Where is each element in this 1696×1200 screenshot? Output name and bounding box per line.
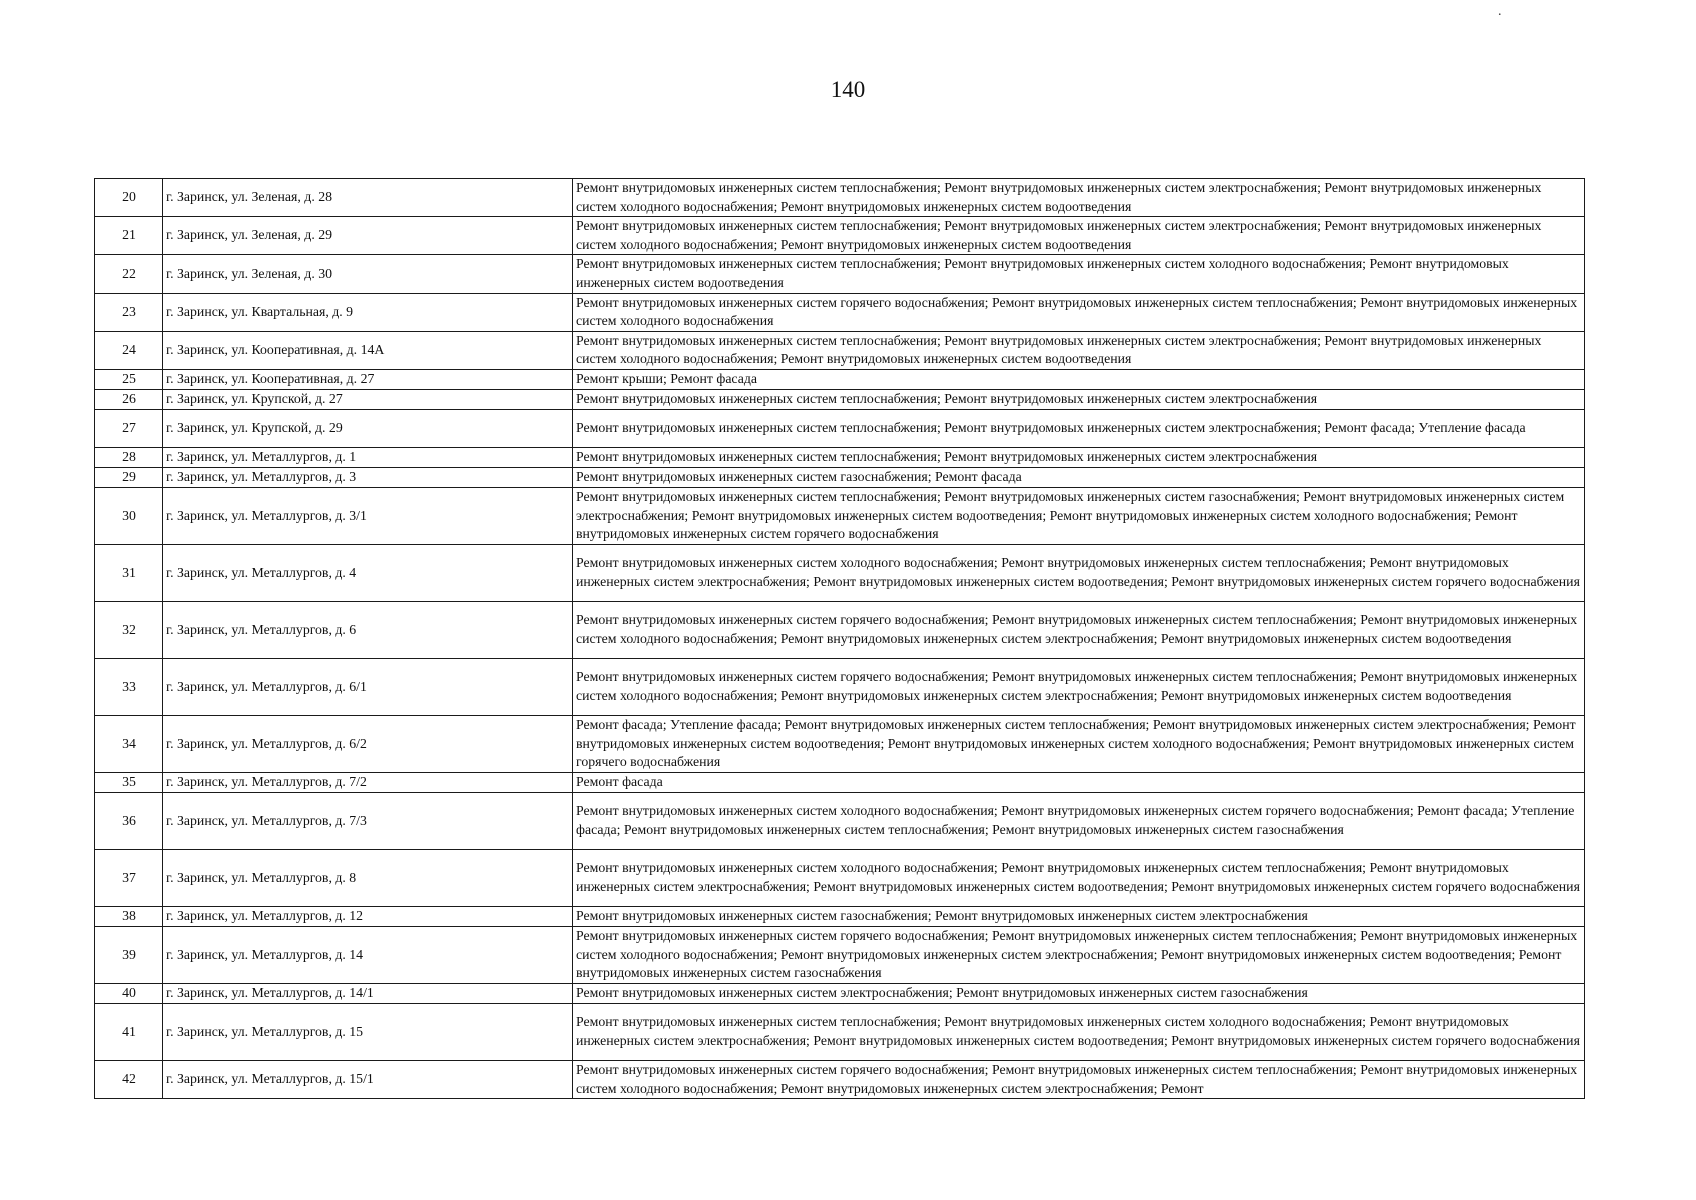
table-row (95, 1003, 1585, 1060)
table-row (95, 715, 1585, 772)
building-address: г. Заринск, ул. Металлургов, д. 6/2 (163, 715, 573, 772)
building-address: г. Заринск, ул. Металлургов, д. 7/3 (163, 792, 573, 849)
table-row (95, 487, 1585, 544)
table-row (95, 467, 1585, 487)
row-number: 26 (95, 389, 163, 409)
row-number: 20 (95, 179, 163, 217)
table-row (95, 409, 1585, 447)
table-row (95, 658, 1585, 715)
building-address: г. Заринск, ул. Металлургов, д. 14/1 (163, 983, 573, 1003)
building-address: г. Заринск, ул. Металлургов, д. 12 (163, 906, 573, 926)
row-number: 27 (95, 409, 163, 447)
table-row (95, 179, 1585, 217)
repair-works: Ремонт внутридомовых инженерных систем газоснабжения; Ремонт фасада (573, 467, 1585, 487)
building-address: г. Заринск, ул. Металлургов, д. 1 (163, 447, 573, 467)
row-number: 40 (95, 983, 163, 1003)
building-address: г. Заринск, ул. Металлургов, д. 3/1 (163, 487, 573, 544)
repair-works: Ремонт внутридомовых инженерных систем горячего водоснабжения; Ремонт внутридомовых инженерных систем теплоснабжения; Ремонт внутридомовых инженерных систем холодного водоснабжения; Ремонт внутридомовых инженерных систем электроснабжения; Ремонт внутридомовых инженерных систем водоотведения (573, 601, 1585, 658)
repair-works: Ремонт внутридомовых инженерных систем горячего водоснабжения; Ремонт внутридомовых инженерных систем теплоснабжения; Ремонт внутридомовых инженерных систем холодного водоснабжения; Ремонт внутридомовых инженерных систем электроснабжения; Ремонт (573, 1060, 1585, 1098)
building-address: г. Заринск, ул. Зеленая, д. 29 (163, 217, 573, 255)
row-number: 35 (95, 772, 163, 792)
repair-works: Ремонт внутридомовых инженерных систем газоснабжения; Ремонт внутридомовых инженерных систем электроснабжения (573, 906, 1585, 926)
repair-works: Ремонт внутридомовых инженерных систем теплоснабжения; Ремонт внутридомовых инженерных систем электроснабжения; Ремонт внутридомовых инженерных систем холодного водоснабжения; Ремонт внутридомовых инженерных систем водоотведения (573, 331, 1585, 369)
table-row (95, 849, 1585, 906)
table-body (95, 179, 1585, 1099)
row-number: 37 (95, 849, 163, 906)
row-number: 32 (95, 601, 163, 658)
building-address: г. Заринск, ул. Металлургов, д. 7/2 (163, 772, 573, 792)
repair-works: Ремонт внутридомовых инженерных систем горячего водоснабжения; Ремонт внутридомовых инженерных систем теплоснабжения; Ремонт внутридомовых инженерных систем холодного водоснабжения; Ремонт внутридомовых инженерных систем электроснабжения; Ремонт внутридомовых инженерных систем водоотведения; Ремонт внутридомовых инженерных систем газоснабжения (573, 926, 1585, 983)
row-number: 30 (95, 487, 163, 544)
repair-works: Ремонт внутридомовых инженерных систем теплоснабжения; Ремонт внутридомовых инженерных систем холодного водоснабжения; Ремонт внутридомовых инженерных систем водоотведения (573, 255, 1585, 293)
row-number: 41 (95, 1003, 163, 1060)
table-row (95, 544, 1585, 601)
building-address: г. Заринск, ул. Кооперативная, д. 27 (163, 369, 573, 389)
repair-works: Ремонт внутридомовых инженерных систем холодного водоснабжения; Ремонт внутридомовых инженерных систем горячего водоснабжения; Ремонт фасада; Утепление фасада; Ремонт внутридомовых инженерных систем теплоснабжения; Ремонт внутридомовых инженерных систем газоснабжения (573, 792, 1585, 849)
table-row (95, 906, 1585, 926)
repair-works: Ремонт внутридомовых инженерных систем холодного водоснабжения; Ремонт внутридомовых инженерных систем теплоснабжения; Ремонт внутридомовых инженерных систем электроснабжения; Ремонт внутридомовых инженерных систем водоотведения; Ремонт внутридомовых инженерных систем горячего водоснабжения (573, 849, 1585, 906)
table-row (95, 217, 1585, 255)
row-number: 33 (95, 658, 163, 715)
repair-works: Ремонт внутридомовых инженерных систем теплоснабжения; Ремонт внутридомовых инженерных систем газоснабжения; Ремонт внутридомовых инженерных систем электроснабжения; Ремонт внутридомовых инженерных систем водоотведения; Ремонт внутридомовых инженерных систем холодного водоснабжения; Ремонт внутридомовых инженерных систем горячего водоснабжения (573, 487, 1585, 544)
row-number: 39 (95, 926, 163, 983)
repair-works: Ремонт внутридомовых инженерных систем электроснабжения; Ремонт внутридомовых инженерных систем газоснабжения (573, 983, 1585, 1003)
building-address: г. Заринск, ул. Металлургов, д. 4 (163, 544, 573, 601)
repair-works: Ремонт внутридомовых инженерных систем теплоснабжения; Ремонт внутридомовых инженерных систем холодного водоснабжения; Ремонт внутридомовых инженерных систем электроснабжения; Ремонт внутридомовых инженерных систем водоотведения; Ремонт внутридомовых инженерных систем горячего водоснабжения (573, 1003, 1585, 1060)
building-address: г. Заринск, ул. Металлургов, д. 15/1 (163, 1060, 573, 1098)
scan-corner-mark: . (1498, 4, 1502, 19)
row-number: 28 (95, 447, 163, 467)
building-address: г. Заринск, ул. Квартальная, д. 9 (163, 293, 573, 331)
repair-works: Ремонт внутридомовых инженерных систем теплоснабжения; Ремонт внутридомовых инженерных систем электроснабжения; Ремонт внутридомовых инженерных систем холодного водоснабжения; Ремонт внутридомовых инженерных систем водоотведения (573, 217, 1585, 255)
row-number: 31 (95, 544, 163, 601)
table-row (95, 331, 1585, 369)
repair-works: Ремонт внутридомовых инженерных систем теплоснабжения; Ремонт внутридомовых инженерных систем электроснабжения (573, 447, 1585, 467)
row-number: 21 (95, 217, 163, 255)
building-address: г. Заринск, ул. Металлургов, д. 3 (163, 467, 573, 487)
repair-works: Ремонт внутридомовых инженерных систем теплоснабжения; Ремонт внутридомовых инженерных систем электроснабжения; Ремонт фасада; Утепление фасада (573, 409, 1585, 447)
row-number: 34 (95, 715, 163, 772)
building-address: г. Заринск, ул. Металлургов, д. 6 (163, 601, 573, 658)
repair-works: Ремонт фасада; Утепление фасада; Ремонт внутридомовых инженерных систем теплоснабжения; Ремонт внутридомовых инженерных систем электроснабжения; Ремонт внутридомовых инженерных систем водоотведения; Ремонт внутридомовых инженерных систем холодного водоснабжения; Ремонт внутридомовых инженерных систем горячего водоснабжения (573, 715, 1585, 772)
row-number: 36 (95, 792, 163, 849)
building-address: г. Заринск, ул. Крупской, д. 29 (163, 409, 573, 447)
row-number: 22 (95, 255, 163, 293)
building-address: г. Заринск, ул. Кооперативная, д. 14А (163, 331, 573, 369)
table-row (95, 792, 1585, 849)
housing-repair-table (94, 178, 1585, 1099)
building-address: г. Заринск, ул. Крупской, д. 27 (163, 389, 573, 409)
row-number: 23 (95, 293, 163, 331)
repair-works: Ремонт крыши; Ремонт фасада (573, 369, 1585, 389)
building-address: г. Заринск, ул. Металлургов, д. 6/1 (163, 658, 573, 715)
table-row (95, 601, 1585, 658)
repair-works: Ремонт внутридомовых инженерных систем горячего водоснабжения; Ремонт внутридомовых инженерных систем теплоснабжения; Ремонт внутридомовых инженерных систем холодного водоснабжения; Ремонт внутридомовых инженерных систем электроснабжения; Ремонт внутридомовых инженерных систем водоотведения (573, 658, 1585, 715)
table-row (95, 389, 1585, 409)
repair-works: Ремонт внутридомовых инженерных систем холодного водоснабжения; Ремонт внутридомовых инженерных систем теплоснабжения; Ремонт внутридомовых инженерных систем электроснабжения; Ремонт внутридомовых инженерных систем водоотведения; Ремонт внутридомовых инженерных систем горячего водоснабжения (573, 544, 1585, 601)
repair-works: Ремонт внутридомовых инженерных систем теплоснабжения; Ремонт внутридомовых инженерных систем электроснабжения (573, 389, 1585, 409)
table-row (95, 369, 1585, 389)
row-number: 38 (95, 906, 163, 926)
table-row (95, 983, 1585, 1003)
building-address: г. Заринск, ул. Металлургов, д. 8 (163, 849, 573, 906)
table-row (95, 1060, 1585, 1098)
building-address: г. Заринск, ул. Зеленая, д. 28 (163, 179, 573, 217)
repair-works: Ремонт внутридомовых инженерных систем теплоснабжения; Ремонт внутридомовых инженерных систем электроснабжения; Ремонт внутридомовых инженерных систем холодного водоснабжения; Ремонт внутридомовых инженерных систем водоотведения (573, 179, 1585, 217)
row-number: 25 (95, 369, 163, 389)
table-row (95, 255, 1585, 293)
building-address: г. Заринск, ул. Металлургов, д. 15 (163, 1003, 573, 1060)
row-number: 24 (95, 331, 163, 369)
building-address: г. Заринск, ул. Металлургов, д. 14 (163, 926, 573, 983)
row-number: 29 (95, 467, 163, 487)
repair-works: Ремонт внутридомовых инженерных систем горячего водоснабжения; Ремонт внутридомовых инженерных систем теплоснабжения; Ремонт внутридомовых инженерных систем холодного водоснабжения (573, 293, 1585, 331)
table-row (95, 293, 1585, 331)
page-number: 140 (830, 77, 866, 102)
table-row (95, 926, 1585, 983)
repair-works: Ремонт фасада (573, 772, 1585, 792)
row-number: 42 (95, 1060, 163, 1098)
table-row (95, 447, 1585, 467)
table-row (95, 772, 1585, 792)
building-address: г. Заринск, ул. Зеленая, д. 30 (163, 255, 573, 293)
